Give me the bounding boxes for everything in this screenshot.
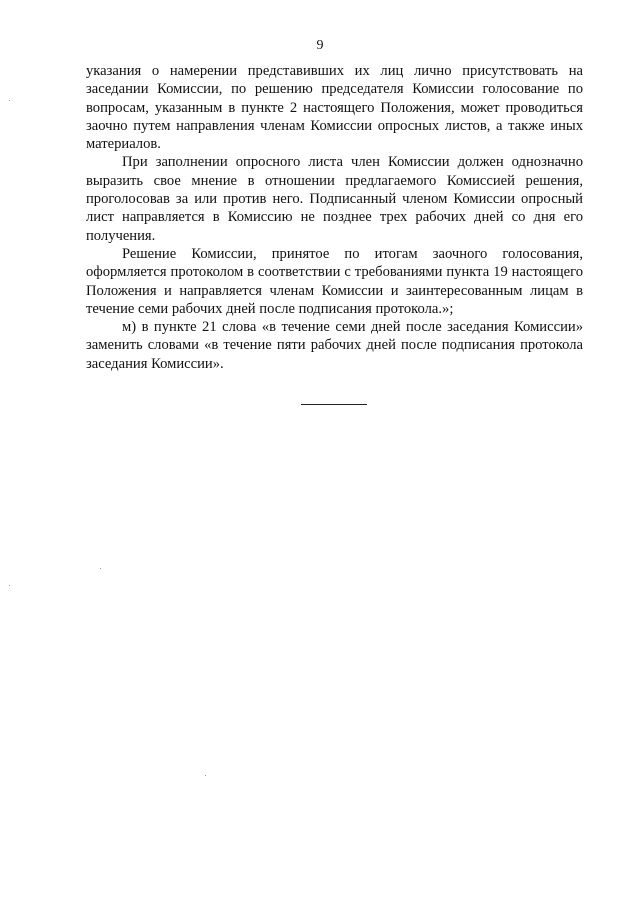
scan-speck: [205, 775, 206, 776]
scan-speck: [9, 100, 10, 101]
scan-speck: [100, 568, 101, 569]
page-number: 9: [316, 38, 324, 53]
paragraph-continuation: указания о намерении представивших их лиц лично присутствовать на заседании Комиссии, по решению председателя Комиссии голосование по вопросам, указанным в пункте 2 настоящего Положения, может проводиться заочно путем направления членам Комиссии опросных листов, а также иных материалов.: [86, 63, 583, 153]
document-body: [86, 62, 583, 373]
scan-speck: [9, 585, 10, 586]
end-separator-line: [301, 404, 367, 405]
paragraph-absentee-voting-decision: Решение Комиссии, принятое по итогам заочного голосования, оформляется протоколом в соответствии с требованиями пункта 19 настоящего Положения и направляется членам Комиссии и заинтересованным лицам в течение семи рабочих дней после подписания протокола.»;: [86, 245, 583, 317]
paragraph-questionnaire-filling: При заполнении опросного листа член Комиссии должен однозначно выразить свое мнение в отношении предлагаемого Комиссией решения, проголосовав за или против него. Подписанный членом Комиссии опросный лист направляется в Комиссию не позднее трех рабочих дней со дня его получения.: [86, 154, 583, 244]
paragraph-amendment-point-21: м) в пункте 21 слова «в течение семи дней после заседания Комиссии» заменить словами «в течение пяти рабочих дней после подписания протокола заседания Комиссии».: [86, 319, 583, 372]
